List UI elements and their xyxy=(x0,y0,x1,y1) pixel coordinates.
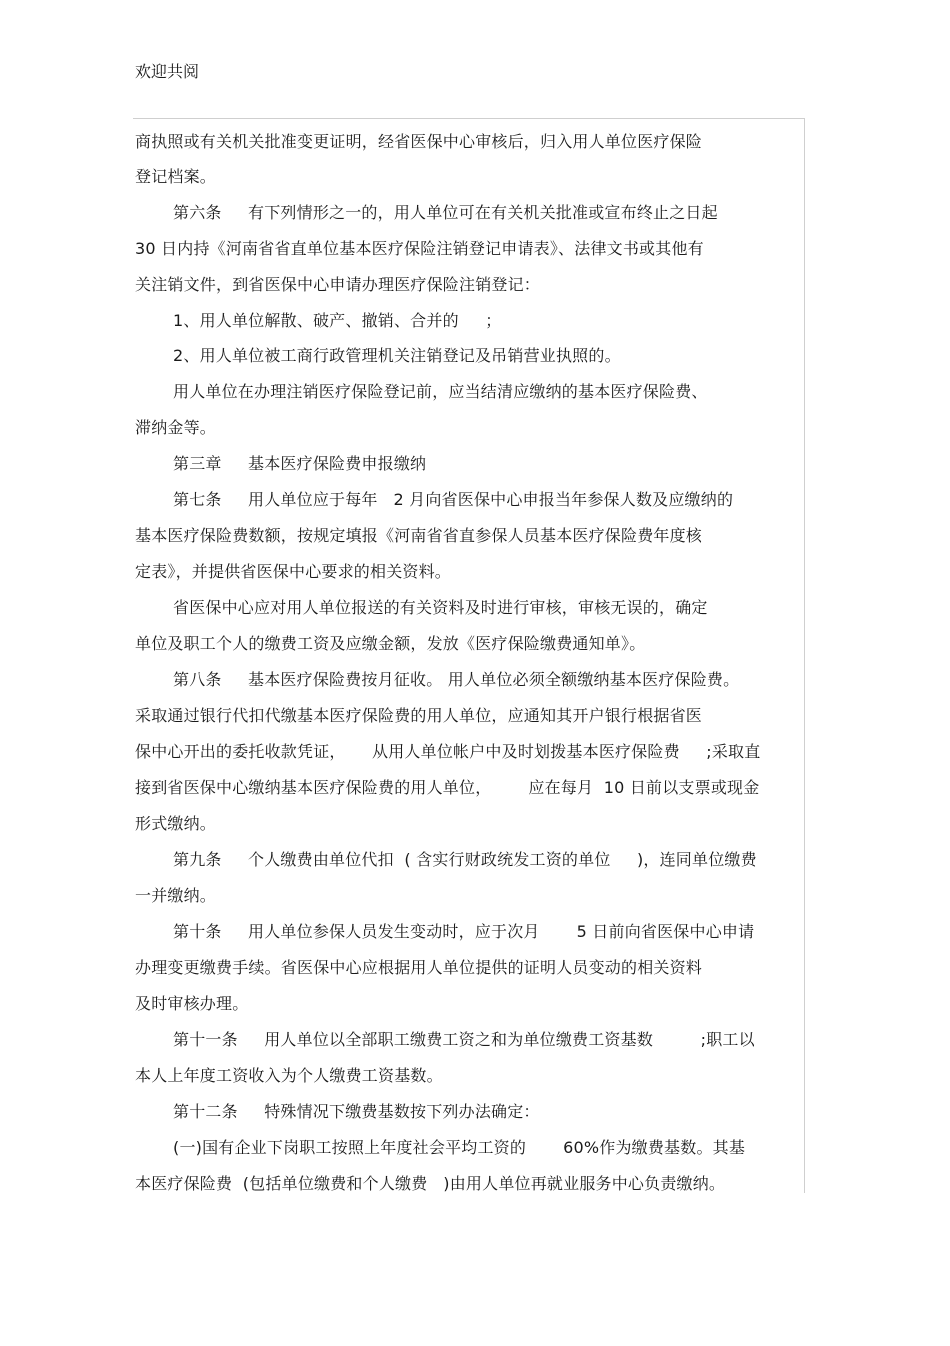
chapter-3-heading: 第三章 基本医疗保险费申报缴纳 xyxy=(173,454,427,473)
text-line: 及时审核办理。 xyxy=(135,994,249,1013)
article-7: 第七条 用人单位应于每年 2 月向省医保中心申报当年参保人数及应缴纳的 xyxy=(173,490,734,509)
article-11: 第十一条 用人单位以全部职工缴费工资之和为单位缴费工资基数 ;职工以 xyxy=(173,1030,755,1049)
text-line: 省医保中心应对用人单位报送的有关资料及时进行审核，审核无误的，确定 xyxy=(173,598,708,617)
article-6: 第六条 有下列情形之一的，用人单位可在有关机关批准或宣布终止之日起 xyxy=(173,203,718,222)
article-10: 第十条 用人单位参保人员发生变动时，应于次月 5 日前向省医保中心申请 xyxy=(173,922,755,941)
text-line: 采取通过银行代扣代缴基本医疗保险费的用人单位，应通知其开户银行根据省医 xyxy=(135,706,703,725)
article-8: 第八条 基本医疗保险费按月征收。 用人单位必须全额缴纳基本医疗保险费。 xyxy=(173,670,740,689)
text-line: 单位及职工个人的缴费工资及应缴金额，发放《医疗保险缴费通知单》。 xyxy=(135,634,646,653)
text-line: 关注销文件，到省医保中心申请办理医疗保险注销登记： xyxy=(135,275,541,294)
text-line: 形式缴纳。 xyxy=(135,814,217,833)
text-line: 商执照或有关机关批准变更证明，经省医保中心审核后，归入用人单位医疗保险 xyxy=(135,132,703,151)
list-item: 2、用人单位被工商行政管理机关注销登记及吊销营业执照的。 xyxy=(173,346,621,365)
text-line: 基本医疗保险费数额，按规定填报《河南省省直参保人员基本医疗保险费年度核 xyxy=(135,526,703,545)
text-line: 定表》，并提供省医保中心要求的相关资料。 xyxy=(135,562,452,581)
article-9: 第九条 个人缴费由单位代扣 ( 含实行财政统发工资的单位 )，连同单位缴费 xyxy=(173,850,757,869)
text-line: 30 日内持《河南省省直单位基本医疗保险注销登记申请表》、法律文书或其他有 xyxy=(135,239,704,258)
text-line: 滞纳金等。 xyxy=(135,418,217,437)
text-line: 本医疗保险费 (包括单位缴费和个人缴费 )由用人单位再就业服务中心负责缴纳。 xyxy=(135,1174,726,1193)
list-item: 1、用人单位解散、破产、撤销、合并的 ； xyxy=(173,311,502,330)
page-header: 欢迎共阅 xyxy=(135,62,200,81)
text-line: 一并缴纳。 xyxy=(135,886,217,905)
text-line: 办理变更缴费手续。省医保中心应根据用人单位提供的证明人员变动的相关资料 xyxy=(135,958,703,977)
list-item: (一)国有企业下岗职工按照上年度社会平均工资的 60%作为缴费基数。其基 xyxy=(173,1138,746,1157)
text-line: 保中心开出的委托收款凭证， 从用人单位帐户中及时划拨基本医疗保险费 ;采取直 xyxy=(135,742,761,761)
article-12: 第十二条 特殊情况下缴费基数按下列办法确定： xyxy=(173,1102,540,1121)
text-line: 登记档案。 xyxy=(135,167,217,186)
text-line: 本人上年度工资收入为个人缴费工资基数。 xyxy=(135,1066,443,1085)
text-line: 用人单位在办理注销医疗保险登记前，应当结清应缴纳的基本医疗保险费、 xyxy=(173,382,708,401)
text-line: 接到省医保中心缴纳基本医疗保险费的用人单位， 应在每月 10 日前以支票或现金 xyxy=(135,778,760,797)
